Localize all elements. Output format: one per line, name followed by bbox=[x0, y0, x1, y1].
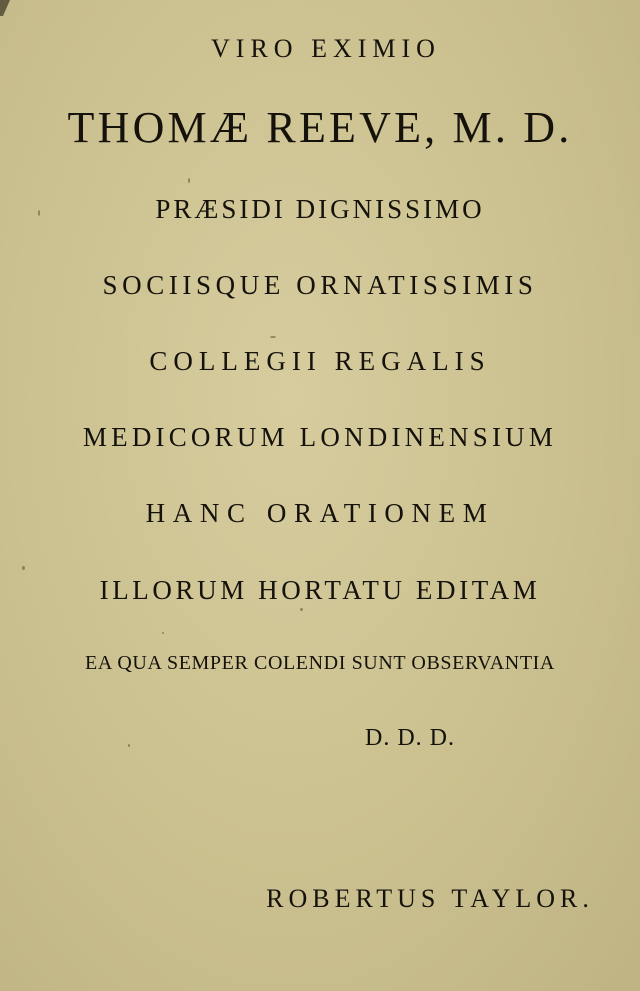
author-signature: ROBERTUS TAYLOR. bbox=[266, 884, 594, 913]
paper-speck bbox=[128, 744, 130, 747]
dedication-line-ea-qua: EA QUA SEMPER COLENDI SUNT OBSERVANTIA bbox=[85, 652, 555, 674]
paper-speck bbox=[300, 608, 303, 611]
dedication-line-sociisque: SOCIISQUE ORNATISSIMIS bbox=[102, 270, 538, 300]
dedication-line-praesidi: PRÆSIDI DIGNISSIMO bbox=[155, 194, 485, 224]
paper-speck bbox=[38, 210, 40, 216]
page-corner-mark bbox=[0, 0, 10, 16]
paper-speck bbox=[188, 178, 190, 183]
paper-speck bbox=[22, 566, 25, 570]
dedication-line-hanc-orationem: HANC ORATIONEM bbox=[145, 498, 495, 528]
paper-speck bbox=[270, 336, 276, 338]
dedication-line-dedicatee-name: THOMÆ REEVE, M. D. bbox=[67, 103, 573, 152]
dedication-line-collegii: COLLEGII REGALIS bbox=[149, 346, 491, 376]
dedication-line-ddd: D. D. D. bbox=[365, 725, 455, 751]
dedication-line-medicorum: MEDICORUM LONDINENSIUM bbox=[82, 422, 558, 452]
paper-speck bbox=[162, 632, 164, 634]
dedication-line-viro-eximio: VIRO EXIMIO bbox=[211, 34, 441, 63]
dedication-line-illorum: ILLORUM HORTATU EDITAM bbox=[99, 575, 541, 605]
